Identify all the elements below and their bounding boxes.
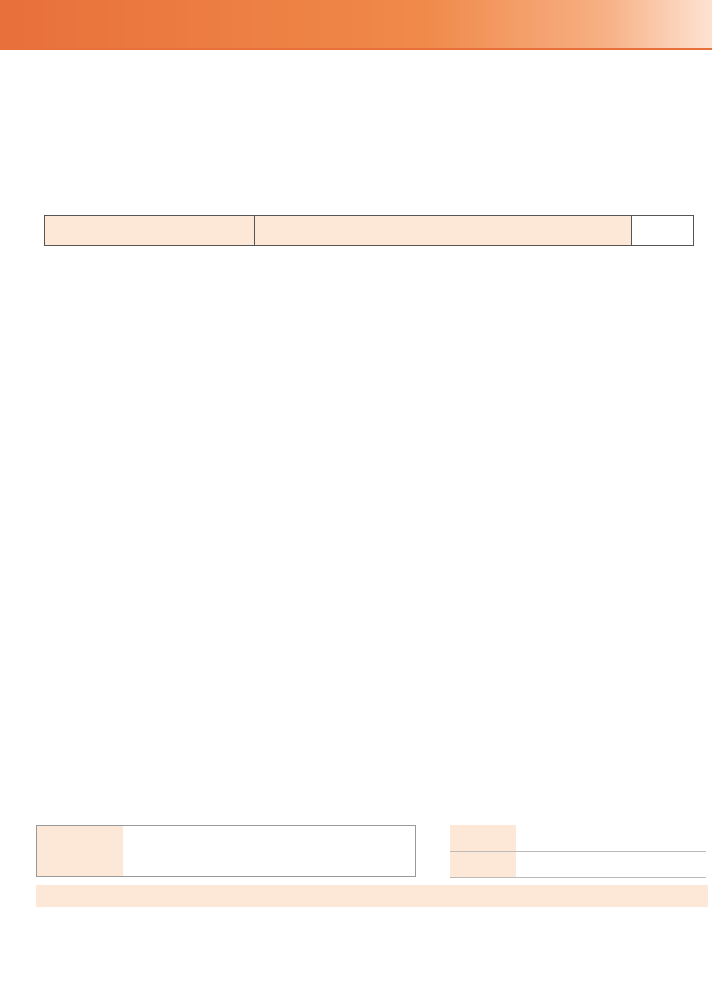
memory-verse-box	[36, 825, 416, 877]
announcement-header	[0, 0, 712, 48]
service-names	[516, 825, 706, 851]
service-role	[450, 851, 516, 877]
schedule-head-date	[45, 216, 255, 246]
service-names	[516, 851, 706, 877]
dawn-prayer-bar	[36, 885, 708, 907]
service-table	[450, 825, 706, 878]
service-role	[450, 825, 516, 851]
verse-reference	[37, 826, 123, 876]
festival-schedule-table	[44, 215, 694, 246]
schedule-head-topic	[255, 216, 632, 246]
schedule-head-qr	[632, 216, 694, 246]
header-divider	[0, 48, 712, 50]
